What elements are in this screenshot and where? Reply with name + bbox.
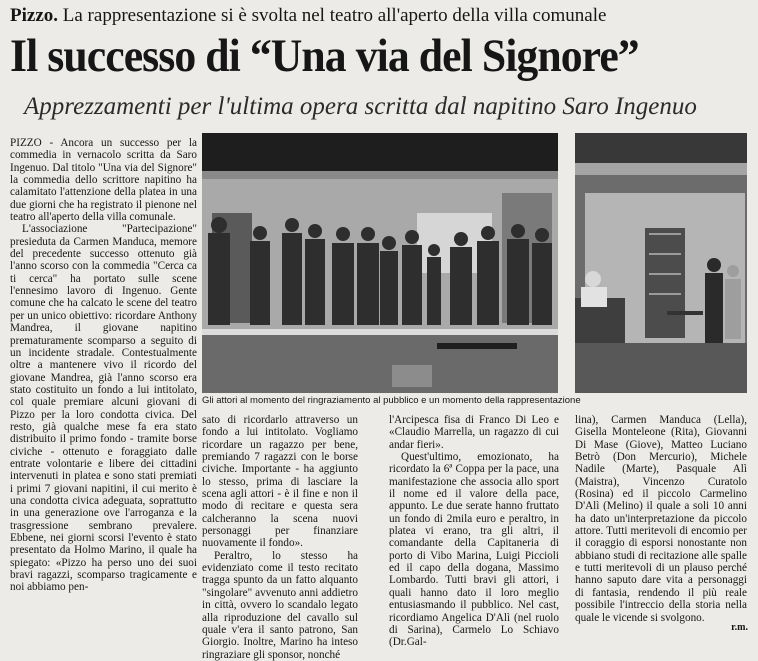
paragraph: Quest'ultimo, emozionato, ha ricordato la 6ª Coppa per la pace, una manifestazione che associa allo sport il nome ed il valore della pace, appunto. Le due serate hanno fruttato un fondo di 2mila euro e peraltro, in platea vi erano, tra gli altri, il comandante della Capitaneria di porto di Vibo Marina, Luigi Piccioli ed il capo della dogana, Massimo Lombardo. Tutti bravi gli attori, i quali hanno dato il loro meglio entusiasmando il pubblico. Nel cast, ricordiamo Angelica D'Alì (nel ruolo di Sarina), Carmelo Lo Schiavo (Dr.Gal-	[389, 451, 559, 649]
paragraph: Peraltro, lo stesso ha evidenziato come il testo recitato tragga spunto da un fatto alquanto "singolare" avvenuto anni addietro in città, ovvero lo scandalo legato alla riproduzione del cavallo sul quale v'era il santo patrono, San Giorgio. Inoltre, Marino ha inteso ringraziare gli sponsor, nonché	[202, 549, 358, 661]
kicker-place: Pizzo.	[10, 5, 59, 26]
photo-caption: Gli attori al momento del ringraziamento al pubblico e un momento della rappresentazione	[202, 395, 581, 406]
article-column-3	[389, 414, 559, 649]
headline: Il successo di “Una via del Signore”	[10, 30, 639, 82]
paragraph: sato di ricordarlo attraverso un fondo a lui intitolato. Vogliamo ricordare un ragazzo per bene, premiando 7 ragazzi con le borse civiche. Importante - ha aggiunto lo stesso, prima di lasciare la scena agli attori - è il fine e non il modo di recitare e questa sera calcheranno la scena nuovi personaggi per finanziare nuovamente il fondo».	[202, 414, 358, 550]
paragraph: L'associazione "Partecipazione" presieduta da Carmen Manduca, memore del precedente successo ottenuto già l'anno scorso con la commedia "Cerca ca ti cerca" ha portato sulle scene l'ennesimo lavoro di Ingenuo. Gente comune che ha calcato le scene del teatro per un unico obiettivo: ricordare Anthony Mandrea, il giovane napitino prematuramente scomparso a seguito di un incidente stradale. Contestualmente oltre a mantenere vivo il ricordo del giovane Mandrea, già l'anno scorso era stato costituito un fondo a lui intitolato, col quale premiare alcuni giovani di Pizzo per la loro condotta civica. Del resto, già qualche mese fa era stato distribuito il primo fondo - tramite borse civiche - ottenuto e foraggiato dalle entrate volontarie e libere dei cittadini intervenuti in platea e sono stati premiati i primi 7 giovani napitini, il cui merito è una condotta civica adeguata, soprattutto in una generazione ove l'arroganza e la trasgressione sembrano prevalere. Ebbene, nei giorni scorsi l'evento è stato presentato da Holmo Marino, il quale ha spiegato: «Pizzo ha perso uno dei suoi bravi ragazzi, scomparso tragicamente e noi abbiamo pen-	[10, 223, 197, 594]
subtitle: Apprezzamenti per l'ultima opera scritta dal napitino Saro Ingenuo	[24, 93, 697, 120]
article-column-1	[10, 137, 197, 643]
photo-cast-bow-image	[202, 133, 558, 393]
paragraph: PIZZO - Ancora un successo per la commedia in vernacolo scritta da Saro Ingenuo. Dal titolo "Una via del Signore" la commedia dello scrittore napitino ha calamitato l'attenzione della platea in una due giorni che ha registrato il pienone nel teatro all'aperto della villa comunale.	[10, 137, 197, 224]
kicker-line	[10, 4, 750, 28]
paragraph: lina), Carmen Manduca (Lella), Gisella Monteleone (Rita), Giovanni Di Mase (Giove), Matteo Luciano Betrò (Don Mercurio), Michele Nadile (Marte), Pasquale Alì (Maistra), Vincenzo Curatolo (Rosina) ed il piccolo Carmelino D'Alì (Melino) il quale a soli 10 anni ha dato un'interpretazione da piccolo attore. Tutti meritevoli di encomio per il coraggio di esporsi nonostante non abbiano studi di recitazione alle spalle e tutti meritevoli di un plauso perché hanno saputo dare vita a personaggi di fantasia, rendendo il più reale possibile l'intreccio della storia nella quale le vicende si svolgono.	[575, 414, 747, 624]
kicker-text: La rappresentazione si è svolta nel teatro all'aperto della villa comunale	[58, 5, 607, 26]
photo-scene	[575, 133, 747, 393]
article-column-4	[575, 414, 747, 624]
author-signature: r.m.	[731, 622, 748, 633]
article-column-2	[202, 414, 358, 661]
paragraph: l'Arcipesca fisa di Franco Di Leo e «Claudio Marrella, un ragazzo di cui andar fieri».	[389, 414, 559, 451]
photo-scene-image	[575, 133, 747, 393]
photo-cast-bow	[202, 133, 558, 393]
